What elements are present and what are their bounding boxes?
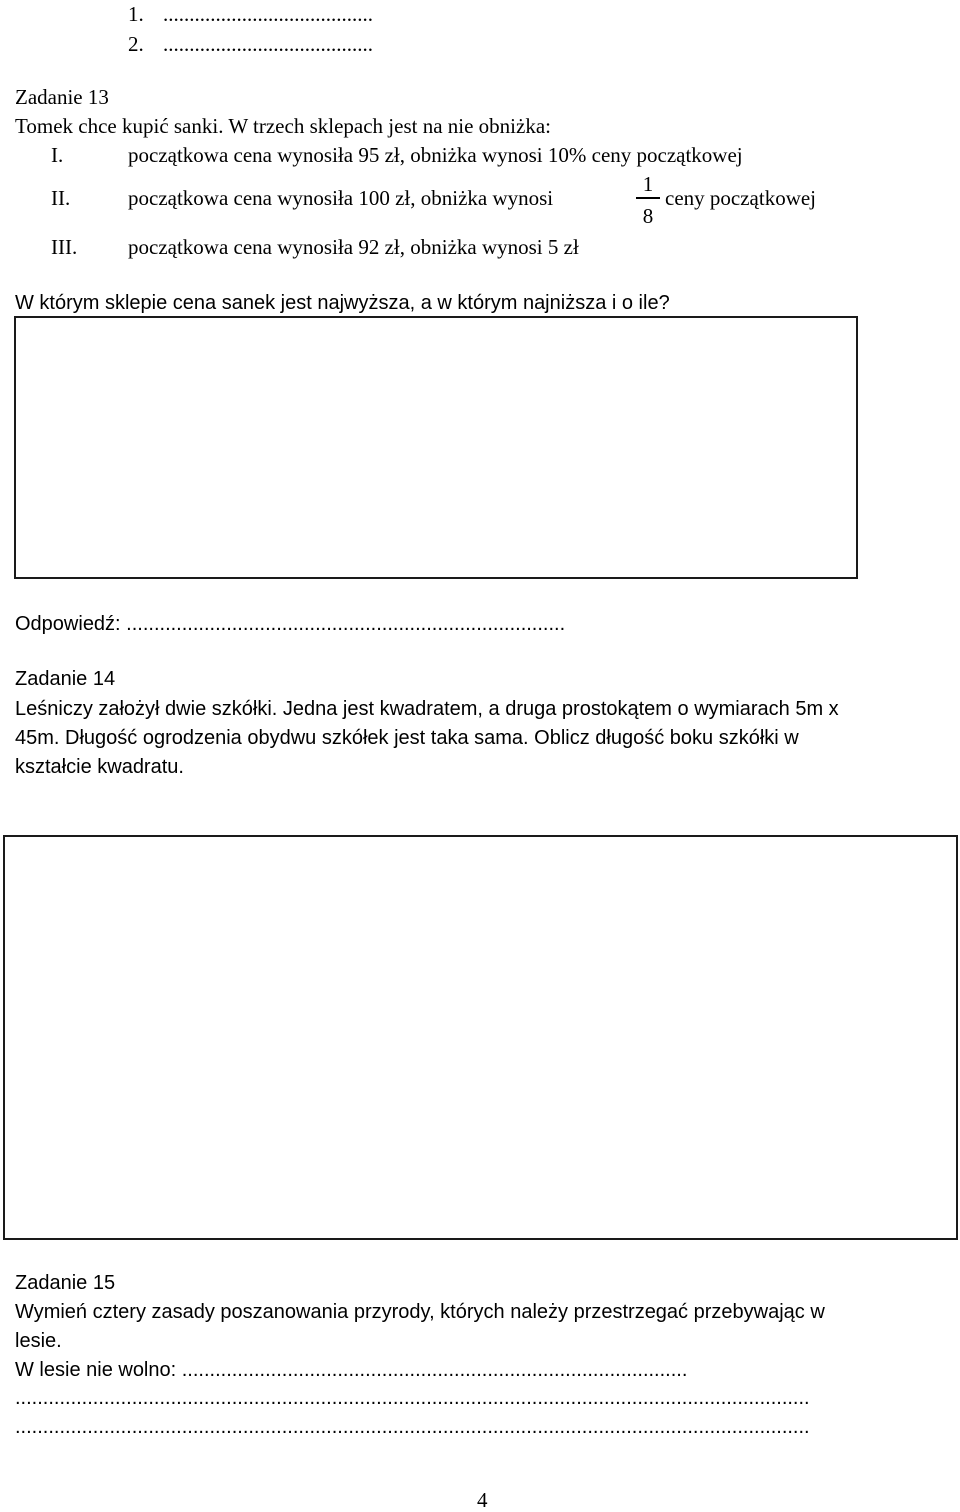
answer-dots: ........................................ bbox=[163, 2, 373, 26]
task-text-line: Leśniczy założył dwie szkółki. Jedna jest kwadratem, a druga prostokątem o wymiarach 5m x bbox=[15, 698, 839, 720]
answer-box[interactable] bbox=[3, 835, 958, 1240]
task-title: Zadanie 14 bbox=[15, 668, 116, 690]
list-item bbox=[128, 4, 373, 25]
task-text-line: 45m. Długość ogrodzenia obydwu szkółek jest taka sama. Oblicz długość boku szkółki w bbox=[15, 727, 799, 749]
option-number: III. bbox=[51, 235, 78, 259]
answer-box[interactable] bbox=[14, 316, 858, 579]
fraction-bar bbox=[636, 197, 660, 199]
task-text-line: kształcie kwadratu. bbox=[15, 756, 184, 778]
answer-dots: ............................................................................................................................................... bbox=[15, 1387, 810, 1409]
answer-dots: ............................................................................................................................................... bbox=[15, 1416, 810, 1438]
option-number: I. bbox=[51, 143, 64, 167]
task-text-line: Wymień cztery zasady poszanowania przyrody, których należy przestrzegać przebywając w bbox=[15, 1301, 825, 1323]
option-text-suffix: ceny początkowej bbox=[665, 186, 817, 210]
answer-dots: ........................................ bbox=[163, 32, 373, 56]
answer-line: Odpowiedź: ............................................................................... bbox=[15, 613, 566, 635]
task-title: Zadanie 13 bbox=[15, 85, 109, 109]
fraction-numerator: 1 bbox=[642, 172, 654, 196]
fraction-denominator: 8 bbox=[642, 204, 654, 228]
list-item bbox=[128, 34, 373, 55]
option-text: początkowa cena wynosiła 95 zł, obniżka wynosi 10% ceny początkowej bbox=[128, 143, 743, 167]
option-text: początkowa cena wynosiła 100 zł, obniżka wynosi bbox=[128, 186, 554, 210]
option-text: początkowa cena wynosiła 92 zł, obniżka wynosi 5 zł bbox=[128, 235, 579, 259]
task-text-line: lesie. bbox=[15, 1330, 62, 1352]
option-number: II. bbox=[51, 186, 71, 210]
task-title: Zadanie 15 bbox=[15, 1272, 116, 1294]
answer-line: W lesie nie wolno: ........................................................................................... bbox=[15, 1359, 688, 1381]
task-intro: Tomek chce kupić sanki. W trzech sklepach jest na nie obniżka: bbox=[15, 114, 551, 138]
task-question: W którym sklepie cena sanek jest najwyższa, a w którym najniższa i o ile? bbox=[15, 292, 670, 314]
list-number: 1. bbox=[128, 2, 144, 26]
list-number: 2. bbox=[128, 32, 144, 56]
page-number: 4 bbox=[477, 1488, 488, 1512]
